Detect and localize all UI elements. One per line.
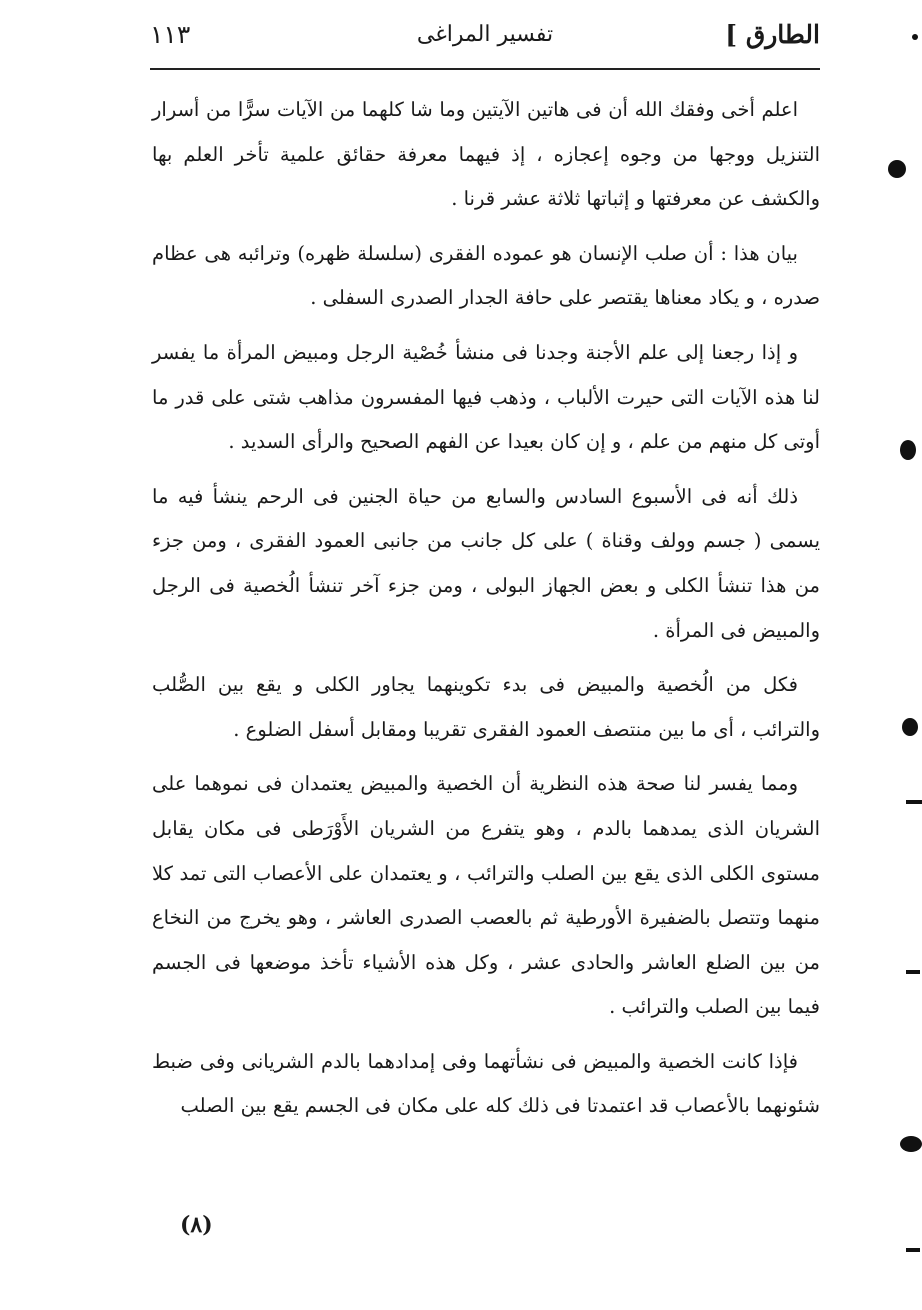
scan-speck bbox=[912, 34, 918, 40]
sura-title: الطارق ] bbox=[725, 20, 820, 49]
folio: (٨) bbox=[180, 1212, 213, 1238]
paragraph: اعلم أخى وفقك الله أن فى هاتين الآيتين وما شا كلهما من الآيات سرًّا من أسرار التنزيل ووجها من وجوه إعجازه ، إذ فيهما معرفة حقائق علمية تأخر العلم بها والكشف عن معرفتها و إثباتها ثلاثة عشر قرنا . bbox=[152, 98, 820, 211]
scan-mark bbox=[906, 970, 920, 974]
paragraph: ذلك أنه فى الأسبوع السادس والسابع من حياة الجنين فى الرحم ينشأ فيه ما يسمى ( جسم وولف وقناة ) على كل جانب من جانبى العمود الفقرى ، ومن جزء من هذا تنشأ الكلى و بعض الجهاز البولى ، ومن جزء آخر تنشأ الُخصية فى الرجل والمبيض فى المرأة . bbox=[152, 484, 820, 642]
paragraph: فإذا كانت الخصية والمبيض فى نشأتهما وفى إمدادهما بالدم الشريانى وفى ضبط شئونهما بالأعصاب قد اعتمدتا فى ذلك كله على مكان فى الجسم يقع بين الصلب bbox=[152, 1049, 820, 1118]
scan-mark bbox=[906, 1248, 920, 1252]
paragraph: فكل من الُخصية والمبيض فى بدء تكوينهما يجاور الكلى و يقع بين الصُّلب والترائب ، أى ما بين منتصف العمود الفقرى تقريبا ومقابل أسفل الضلوع . bbox=[152, 673, 820, 741]
scan-speck bbox=[888, 160, 906, 178]
paragraph: ومما يفسر لنا صحة هذه النظرية أن الخصية والمبيض يعتمدان فى نموهما على الشريان الذى يمدهما بالدم ، وهو يتفرع من الشريان الأَوْرَطى فى مكان يقابل مستوى الكلى الذى يقع بين الصلب والترائب ، و يعتمدان على الأعصاب التى تمد كلا منهما وتتصل بالضفيرة الأورطية ثم بالعصب الصدرى العاشر ، وهو يخرج من النخاع من بين الضلع العاشر والحادى عشر ، وكل هذه الأشياء تأخذ موضعها فى الجسم فيما بين الصلب والترائب . bbox=[152, 772, 820, 1019]
scan-speck bbox=[900, 440, 916, 460]
paragraph: بيان هذا : أن صلب الإنسان هو عموده الفقرى (سلسلة ظهره) وترائبه هى عظام صدره ، و يكاد معناها يقتصر على حافة الجدار الصدرى السفلى . bbox=[152, 241, 820, 310]
scan-speck bbox=[902, 718, 918, 736]
scan-mark bbox=[906, 800, 922, 804]
header-rule bbox=[150, 68, 820, 70]
running-header bbox=[150, 14, 820, 66]
book-title: تفسير المراغى bbox=[416, 22, 554, 47]
scan-speck bbox=[900, 1136, 922, 1152]
paragraph: و إذا رجعنا إلى علم الأجنة وجدنا فى منشأ خُصْية الرجل ومبيض المرأة ما يفسر لنا هذه الآيات التى حيرت الألباب ، وذهب فيها المفسرون مذاهب شتى على قدر ما أوتى كل منهم من علم ، و إن كان بعيدا عن الفهم الصحيح والرأى السديد . bbox=[152, 340, 820, 454]
page-number: ١١٣ bbox=[150, 20, 191, 49]
body-text bbox=[152, 88, 820, 1139]
